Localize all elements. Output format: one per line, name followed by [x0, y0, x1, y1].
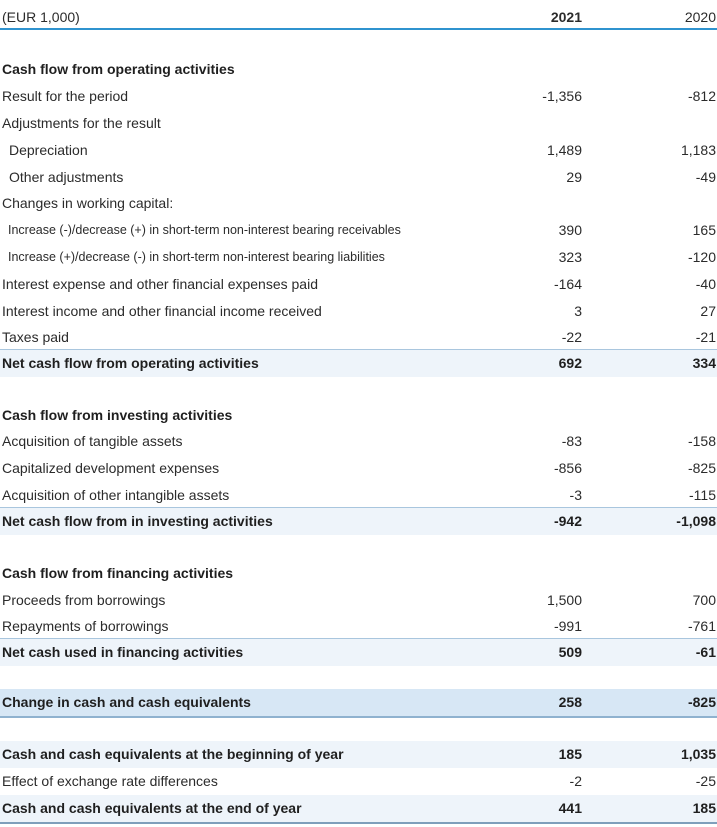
subtotal-investing: Net cash flow from in investing activities -942 -1,098 — [0, 507, 717, 535]
header-divider — [0, 28, 717, 30]
subtotal-financing: Net cash used in financing activities 509 -61 — [0, 638, 717, 666]
change-in-cash-row: Change in cash and cash equivalents 258 -825 — [0, 689, 717, 718]
column-header-2020: 2020 — [684, 9, 716, 25]
table-row: Acquisition of other intangible assets -3 -115 — [2, 487, 716, 503]
table-row: Result for the period -1,356 -812 — [2, 88, 716, 104]
table-row: Proceeds from borrowings 1,500 700 — [2, 592, 716, 608]
table-row: Depreciation 1,489 1,183 — [9, 142, 716, 158]
table-header — [0, 4, 717, 31]
cash-end-row: Cash and cash equivalents at the end of year 441 185 — [0, 795, 717, 824]
section-heading-investing: Cash flow from investing activities — [2, 407, 233, 423]
column-header-2021: 2021 — [550, 9, 582, 25]
section-heading-financing: Cash flow from financing activities — [2, 565, 234, 581]
table-row: Taxes paid -22 -21 — [2, 329, 716, 345]
section-heading-operating: Cash flow from operating activities — [2, 61, 235, 77]
table-row: Acquisition of tangible assets -83 -158 — [2, 433, 716, 449]
subtotal-operating: Net cash flow from operating activities 692 334 — [0, 349, 717, 377]
table-row: Repayments of borrowings -991 -761 — [2, 618, 716, 634]
table-row: Interest expense and other financial expenses paid -164 -40 — [2, 276, 716, 292]
table-row: Increase (+)/decrease (-) in short-term non-interest bearing liabilities 323 -120 — [8, 249, 716, 265]
table-row: Other adjustments 29 -49 — [9, 169, 716, 185]
table-row: Increase (-)/decrease (+) in short-term non-interest bearing receivables 390 165 — [8, 222, 716, 238]
table-row: Interest income and other financial income received 3 27 — [2, 303, 716, 319]
table-row: Capitalized development expenses -856 -825 — [2, 460, 716, 476]
cash-beginning-row: Cash and cash equivalents at the beginning of year 185 1,035 — [0, 741, 717, 768]
unit-label: (EUR 1,000) — [2, 9, 80, 25]
table-row: Adjustments for the result — [2, 115, 161, 131]
table-row: Effect of exchange rate differences -2 -25 — [2, 773, 716, 789]
table-row: Changes in working capital: — [2, 195, 174, 211]
